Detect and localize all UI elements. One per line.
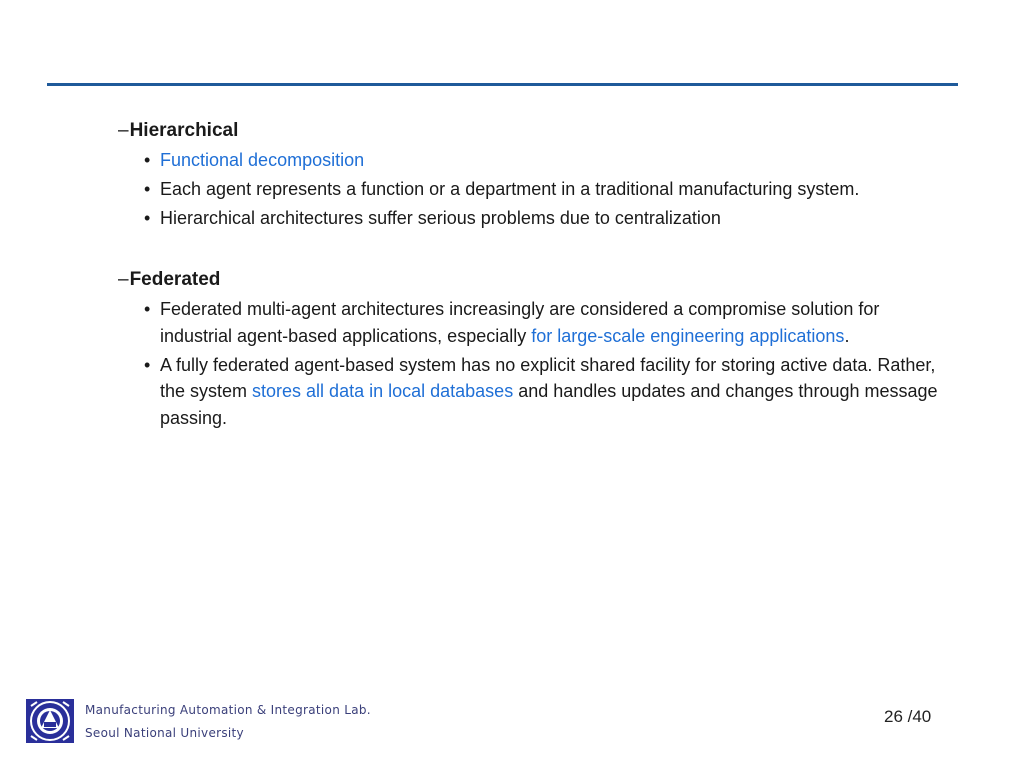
bullet-item <box>118 352 948 432</box>
section-heading-text: Hierarchical <box>129 120 239 141</box>
bullet-text: A fully federated agent-based system has no explicit shared facility for storing active data. Rather, the system <box>160 354 936 401</box>
bullet-text: and handles updates and changes through message passing. <box>160 381 938 428</box>
bullet-text-highlight: for large-scale engineering applications <box>531 325 845 346</box>
hierarchical-bullet-list <box>118 147 948 232</box>
footer-lab-name: Manufacturing Automation & Integration Lab. <box>85 703 371 717</box>
bullet-dot-icon: • <box>144 299 151 319</box>
bullet-item <box>118 147 948 174</box>
bullet-text: Federated multi-agent architectures increasingly are considered a compromise solution for industrial agent-based applications, especially <box>160 299 880 346</box>
bullet-item <box>118 205 948 232</box>
footer-university-name: Seoul National University <box>85 726 244 740</box>
bullet-text-highlight: Functional decomposition <box>160 150 365 170</box>
bullet-dot-icon: • <box>144 208 151 228</box>
bullet-text: . <box>844 325 850 346</box>
section-heading-hierarchical <box>118 117 948 145</box>
slide-content <box>118 117 948 434</box>
section-heading-text: Federated <box>129 269 221 290</box>
bullet-text-highlight: stores all data in local databases <box>252 381 514 401</box>
bullet-text: Each agent represents a function or a department in a traditional manufacturing system. <box>160 179 860 199</box>
bullet-dot-icon: • <box>144 150 151 170</box>
bullet-dot-icon: • <box>144 179 151 199</box>
bullet-item <box>118 176 948 203</box>
bullet-text: Hierarchical architectures suffer serious problems due to centralization <box>160 208 721 228</box>
section-heading-federated <box>118 266 948 294</box>
federated-bullet-list <box>118 296 948 431</box>
section-dash: – <box>118 120 129 141</box>
university-seal-icon <box>25 698 75 744</box>
bullet-dot-icon: • <box>144 354 151 375</box>
section-dash: – <box>118 269 129 290</box>
title-divider <box>47 83 958 86</box>
page-number: 26 /40 <box>884 707 932 726</box>
bullet-item <box>118 296 948 349</box>
